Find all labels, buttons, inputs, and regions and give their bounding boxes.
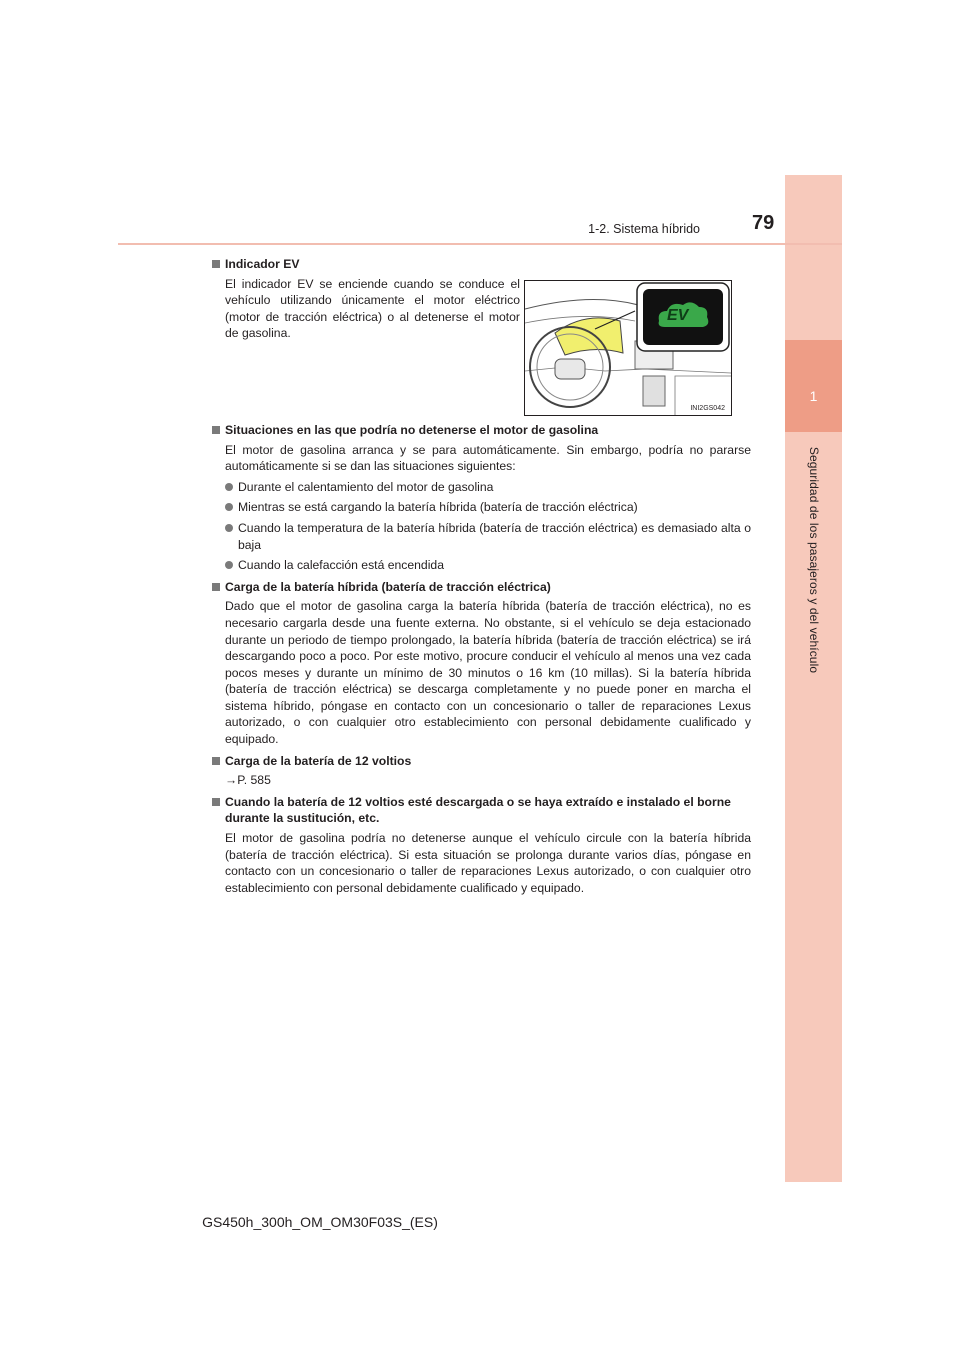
section-title: 1-2. Sistema híbrido: [588, 222, 700, 236]
page-reference-link[interactable]: →P. 585: [225, 773, 271, 788]
section-12v-battery-charge: [211, 753, 751, 789]
list-item: Mientras se está cargando la batería híbrida (batería de tracción eléctrica): [211, 499, 751, 516]
section-heading: Cuando la batería de 12 voltios esté descargada o se haya extraído e instalado el borne durante la sustitución, etc.: [211, 794, 751, 827]
section-12v-battery-discharged: [211, 794, 751, 897]
header-rule: [118, 243, 842, 245]
section-text: El indicador EV se enciende cuando se conduce el vehículo utilizando únicamente el motor eléctrico (motor de tracción eléctrica) o al detenerse el motor de gasolina.: [225, 276, 520, 341]
section-heading: Carga de la batería híbrida (batería de tracción eléctrica): [211, 579, 751, 596]
footer-document-code: GS450h_300h_OM_OM30F03S_(ES): [202, 1214, 438, 1230]
section-heading: Carga de la batería de 12 voltios: [211, 753, 751, 770]
section-text: El motor de gasolina arranca y se para automáticamente. Sin embargo, podría no pararse automáticamente si se dan las situaciones siguientes:: [225, 442, 751, 474]
side-tab-active-chapter: [785, 340, 842, 432]
section-engine-not-stopping: [211, 422, 751, 574]
figure-code: INI2GS042: [690, 405, 725, 412]
list-item: Cuando la temperatura de la batería híbrida (batería de tracción eléctrica) es demasiado alta o baja: [211, 520, 751, 553]
side-tab: [785, 175, 842, 1182]
chapter-title: Seguridad de los pasajeros y del vehículo: [807, 446, 821, 674]
page-number: 79: [752, 212, 775, 234]
section-text: Dado que el motor de gasolina carga la batería híbrida (batería de tracción eléctrica), no es necesario cargarla desde una fuente externa. No obstante, si el vehículo se deja estacionado durante un periodo de tiempo prolongado, la batería híbrida (batería de tracción eléctrica) se irá descargando poco a poco. Por este motivo, procure conducir el vehículo al menos una vez cada pocos meses y durante un mínimo de 30 minutos o 16 km (10 millas). Si la batería híbrida (batería de tracción eléctrica) se descarga completamente y no puede poner en marcha el sistema híbrido, póngase en contacto con un concesionario o taller de reparaciones Lexus autorizado, o con cualquier otro establecimiento con personal debidamente cualificado y equipado.: [225, 599, 751, 747]
chapter-number: 1: [809, 388, 818, 404]
section-hybrid-battery-charge: [211, 579, 751, 748]
ev-icon-label: EV: [667, 307, 689, 324]
section-heading: Situaciones en las que podría no detenerse el motor de gasolina: [211, 422, 751, 439]
list-item: Cuando la calefacción está encendida: [211, 557, 751, 574]
dashboard-illustration: [525, 281, 731, 415]
section-text: El motor de gasolina podría no detenerse aunque el vehículo circule con la batería híbrida (batería de tracción eléctrica). Si esta situación se prolonga durante varios días, póngase en contacto con un concesionario o taller de reparaciones Lexus autorizado, o con cualquier otro establecimiento con personal debidamente cualificado y equipado.: [225, 831, 751, 895]
section-heading: Indicador EV: [211, 256, 751, 273]
ev-indicator-figure: [524, 280, 732, 416]
list-item: Durante el calentamiento del motor de gasolina: [211, 479, 751, 496]
